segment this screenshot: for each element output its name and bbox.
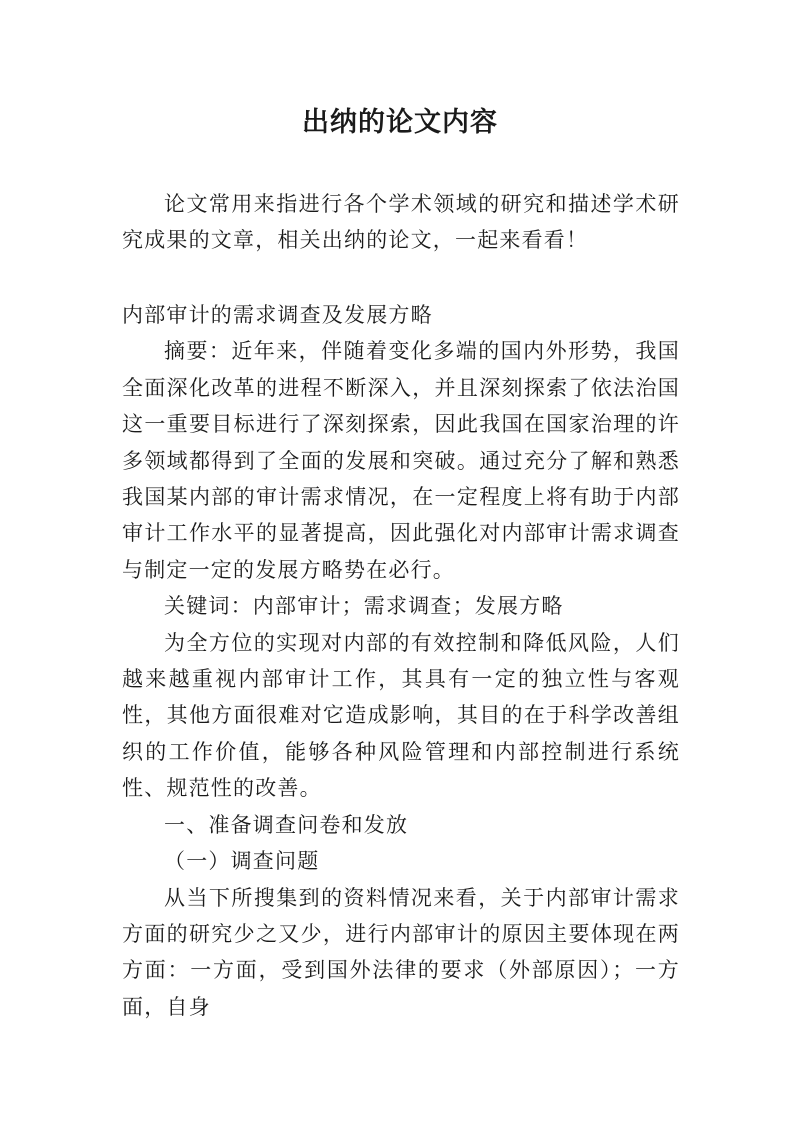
keywords-line: 关键词：内部审计；需求调查；发展方略 [164,594,564,619]
body-paragraph-2: 从当下所搜集到的资料情况来看，关于内部审计需求方面的研究少之又少，进行内部审计的原因主要体现在两方面：一方面，受到国外法律的要求（外部原因）；一方面，自身 [122,885,680,1019]
article-title: 内部审计的需求调查及发展方略 [122,303,433,327]
document-title: 出纳的论文内容 [302,107,498,138]
intro-paragraph: 论文常用来指进行各个学术领域的研究和描述学术研究成果的文章，相关出纳的论文，一起来看看！ [122,192,680,253]
abstract-paragraph: 摘要：近年来，伴随着变化多端的国内外形势，我国全面深化改革的进程不断深入，并且深刻探索了依法治国这一重要目标进行了深刻探索，因此我国在国家治理的许多领域都得到了全面的发展和突破。通过充分了解和熟悉我国某内部的审计需求情况，在一定程度上将有助于内部审计工作水平的显著提高，因此强化对内部审计需求调查与制定一定的发展方略势在必行。 [122,339,680,582]
body-paragraph-1: 为全方位的实现对内部的有效控制和降低风险，人们越来越重视内部审计工作，其具有一定的独立性与客观性，其他方面很难对它造成影响，其目的在于科学改善组织的工作价值，能够各种风险管理和内部控制进行系统性、规范性的改善。 [122,630,680,801]
article-body [122,297,680,1025]
section-heading: 一、准备调查问卷和发放 [164,812,409,837]
subsection-heading: （一）调查问题 [164,849,320,874]
intro-block [122,186,680,259]
